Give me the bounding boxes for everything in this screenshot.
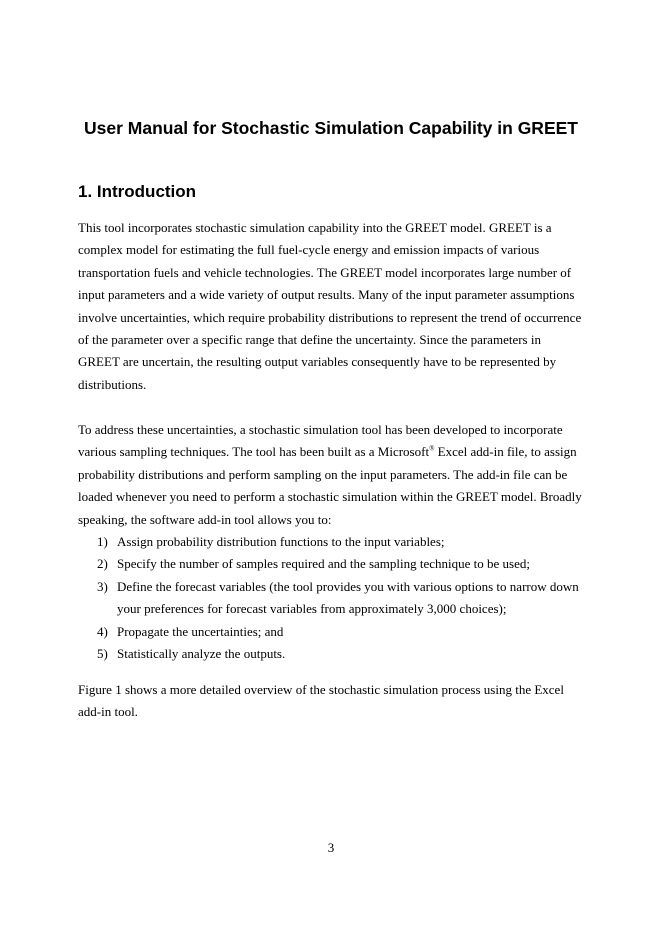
list-number: 1): [97, 534, 108, 549]
paragraph-uncertainties: [78, 419, 593, 531]
paragraph-line: Figure 1 shows a more detailed overview of the stochastic simulation process using the Excel: [78, 682, 564, 697]
paragraph-line: probability distributions and perform sampling on the input parameters. The add-in file can be: [78, 466, 568, 482]
paragraph-line: To address these uncertainties, a stochastic simulation tool has been developed to incorporate: [78, 422, 563, 437]
list-number: 4): [97, 623, 108, 639]
page-number: 3: [327, 840, 335, 855]
list-item-text: Specify the number of samples required and the sampling technique to be used;: [117, 556, 530, 572]
paragraph-line: GREET are uncertain, the resulting output variables consequently have to be represented by: [78, 354, 557, 370]
paragraph-intro: [78, 217, 593, 396]
list-item: [78, 553, 593, 575]
list-number: 5): [97, 646, 108, 662]
paragraph-line: input parameters and a wide variety of output results. Many of the input parameter assumptions: [78, 287, 575, 303]
capabilities-list: [78, 531, 593, 665]
registered-trademark: ®: [429, 445, 435, 454]
paragraph-line: add-in tool.: [78, 704, 138, 720]
list-item-text: your preferences for forecast variables from approximately 3,000 choices);: [117, 601, 507, 617]
paragraph-text: various sampling techniques. The tool has been built as a Microsoft: [78, 444, 430, 460]
list-item: [78, 576, 593, 621]
paragraph-line: of the parameter over a specific range that define the uncertainty. Since the parameters in: [78, 332, 541, 348]
paragraph-figure-reference: [78, 679, 593, 724]
list-item-text: Define the forecast variables (the tool provides you with various options to narrow down: [117, 578, 579, 594]
list-item-text: Propagate the uncertainties; and: [117, 623, 284, 639]
list-item-text: Assign probability distribution functions to the input variables;: [117, 534, 445, 549]
list-number: 3): [97, 578, 108, 594]
paragraph-line: loaded whenever you need to perform a stochastic simulation within the GREET model. Broadly: [78, 489, 582, 505]
paragraph-line: speaking, the software add-in tool allows you to:: [78, 511, 332, 527]
paragraph-line: distributions.: [78, 376, 147, 392]
paragraph-line: transportation fuels and vehicle technologies. The GREET model incorporates large number of: [78, 264, 572, 280]
paragraph-line: [78, 441, 593, 463]
paragraph-line: This tool incorporates stochastic simulation capability into the GREET model. GREET is a: [78, 220, 552, 235]
list-item: [78, 643, 593, 665]
list-item: [78, 621, 593, 643]
paragraph-text: Excel add-in file, to assign: [434, 444, 577, 460]
list-item: [78, 531, 593, 553]
section-heading-introduction: 1. Introduction: [78, 182, 197, 201]
paragraph-line: complex model for estimating the full fuel-cycle energy and emission impacts of various: [78, 242, 540, 258]
list-number: 2): [97, 556, 108, 572]
list-item-text: Statistically analyze the outputs.: [117, 646, 286, 662]
paragraph-line: involve uncertainties, which require probability distributions to represent the trend of occurrence: [78, 309, 582, 325]
document-title: User Manual for Stochastic Simulation Capability in GREET: [84, 118, 578, 138]
